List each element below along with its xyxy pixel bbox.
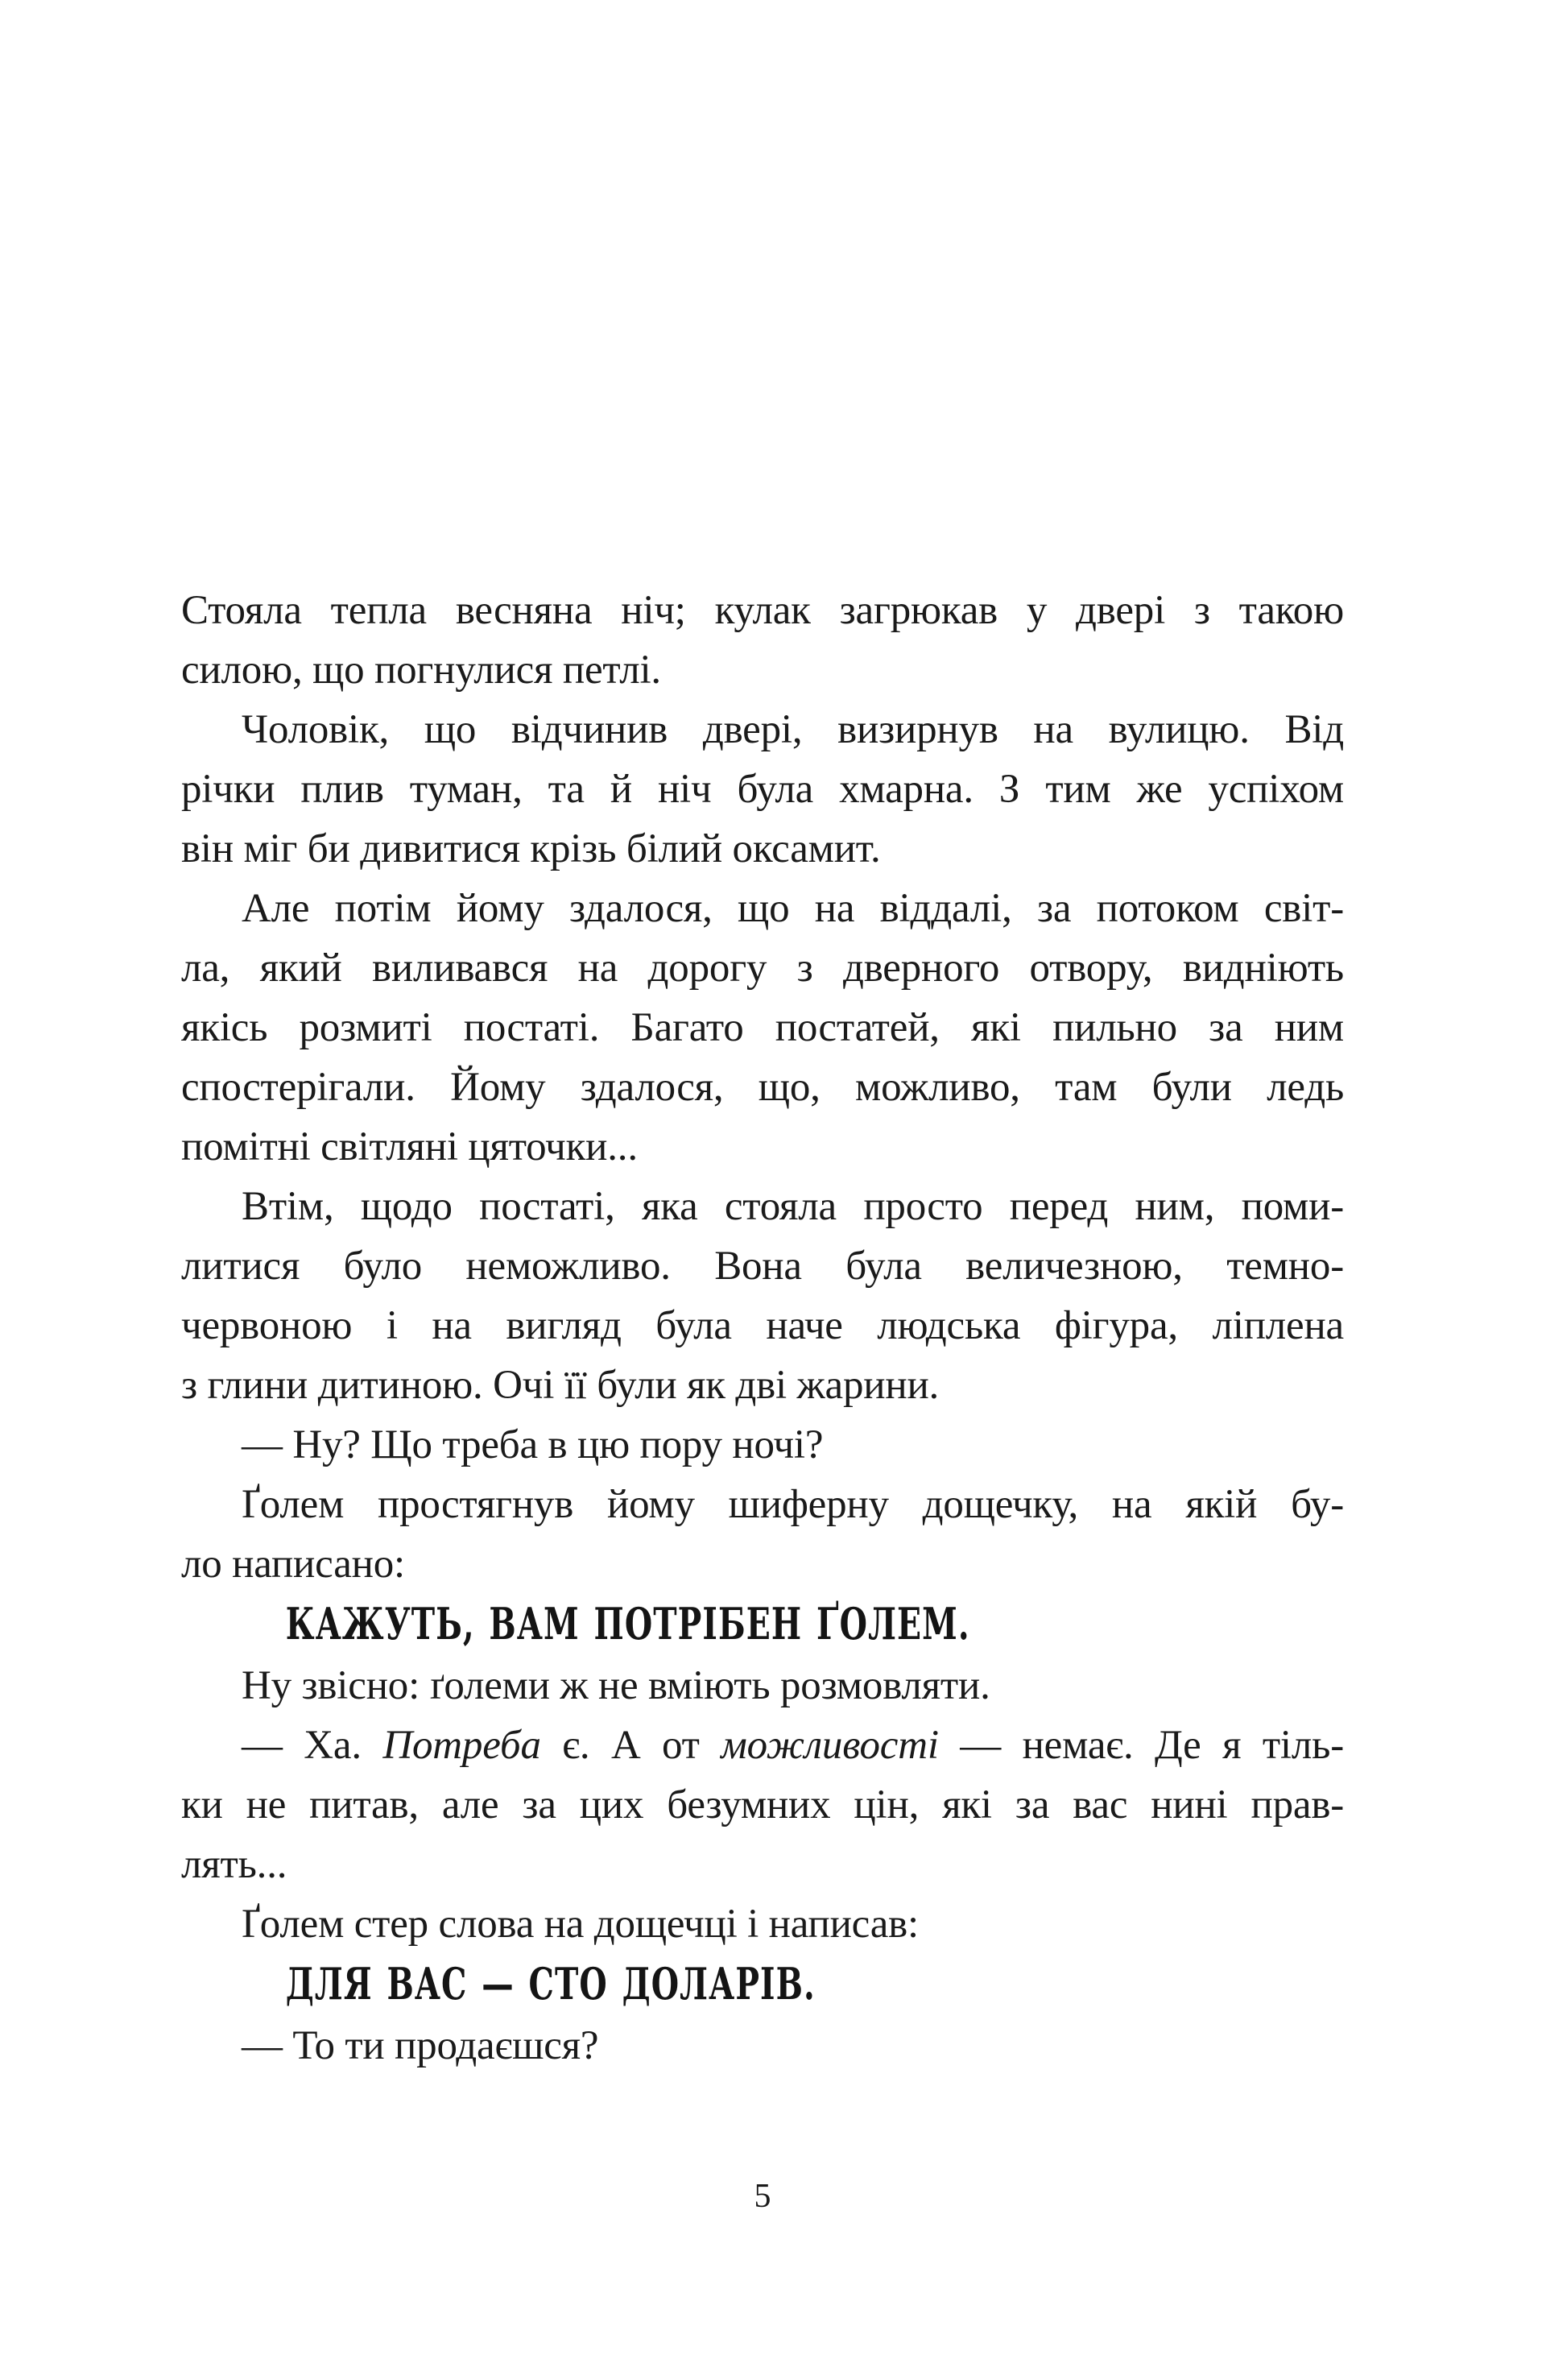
text-line: червоною і на вигляд була наче людська фігура, ліплена <box>181 1303 1344 1348</box>
text-line: Але потім йому здалося, що на віддалі, за потоком світ- <box>242 886 1344 931</box>
text-line: лять... <box>181 1842 287 1887</box>
text-line: помітні світляні цяточки... <box>181 1124 638 1169</box>
text-line: ки не питав, але за цих безумних цін, які за вас нині прав- <box>181 1782 1344 1827</box>
italic-text: Потреба <box>382 1723 541 1768</box>
golem-slate-line <box>181 1954 1344 2016</box>
text-line: Ґолем простягнув йому шиферну дощечку, на якій бу- <box>242 1482 1344 1527</box>
text-line: силою, що погнулися петлі. <box>181 648 661 693</box>
text-line: з глини дитиною. Очі її були як дві жарини. <box>181 1363 940 1408</box>
text-line: Ґолем стер слова на дощечці і написав: <box>242 1902 920 1947</box>
text-line: Стояла тепла весняна ніч; кулак загрюкав у двері з такою <box>181 588 1344 633</box>
text-line: — Ха. Потреба є. А от можливості — немає. Де я тіль- <box>242 1723 1344 1768</box>
golem-slate-text: КАЖУТЬ, ВАМ ПОТРІБЕН ҐОЛЕМ. <box>285 1598 970 1649</box>
text-line: — Ну? Що треба в цю пору ночі? <box>242 1422 824 1467</box>
text-line: Втім, щодо постаті, яка стояла просто перед ним, поми- <box>242 1184 1344 1229</box>
text-line: литися було неможливо. Вона була величезною, темно- <box>181 1244 1344 1289</box>
text-line: він міг би дивитися крізь білий оксамит. <box>181 826 881 871</box>
italic-text: можливості <box>721 1723 939 1768</box>
text-line: якісь розмиті постаті. Багато постатей, які пильно за ним <box>181 1005 1344 1050</box>
golem-slate-line <box>181 1594 1344 1656</box>
text-line: спостерігали. Йому здалося, що, можливо, там були ледь <box>181 1065 1344 1110</box>
page-number: 5 <box>754 2178 771 2215</box>
text-line: Ну звісно: ґолеми ж не вміють розмовляти. <box>242 1663 990 1708</box>
text-line: ло написано: <box>181 1542 406 1587</box>
text-block <box>181 581 1344 2076</box>
text-line: ла, який виливався на дорогу з дверного отвору, видніють <box>181 946 1344 991</box>
text-line: Чоловік, що відчинив двері, визирнув на вулицю. Від <box>242 707 1344 752</box>
golem-slate-text: ДЛЯ ВАС — СТО ДОЛАРІВ. <box>285 1958 816 2010</box>
text-line: річки плив туман, та й ніч була хмарна. З тим же успіхом <box>181 767 1344 812</box>
text-line: — То ти продаєшся? <box>242 2023 599 2068</box>
